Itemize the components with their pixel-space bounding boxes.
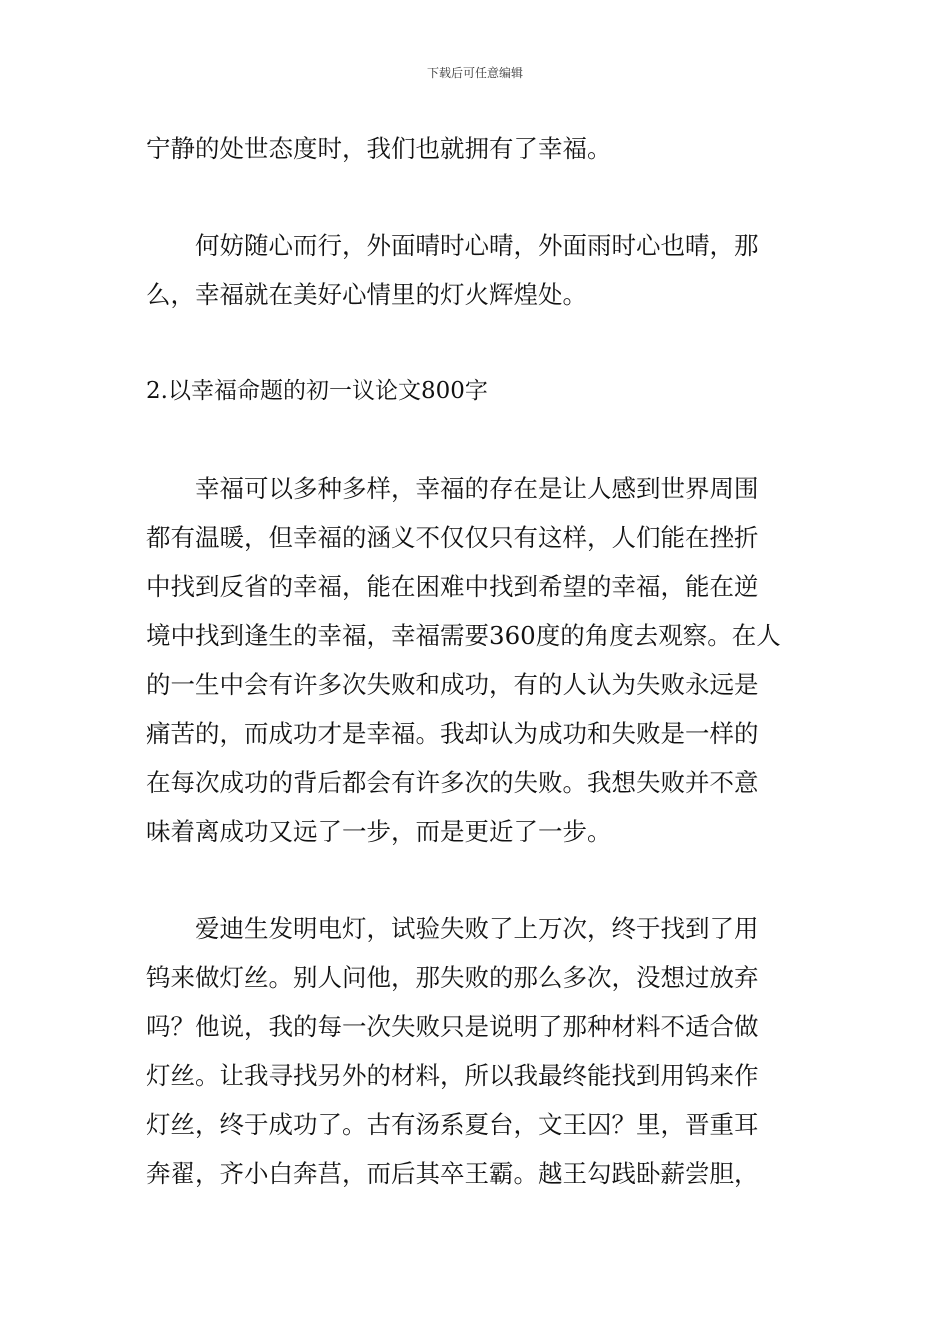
text-line: 钨来做灯丝。别人问他，那失败的那么多次，没想过放弃 (146, 963, 759, 992)
text-line: 爱迪生发明电灯，试验失败了上万次，终于找到了用 (195, 914, 759, 943)
text-line: 奔翟，齐小白奔莒，而后其卒王霸。越王勾践卧薪尝胆， (146, 1159, 759, 1188)
text-line: 灯丝。让我寻找另外的材料，所以我最终能找到用钨来作 (146, 1061, 759, 1090)
paragraph-3 (146, 464, 812, 856)
paragraph-gap (146, 319, 812, 367)
paragraph-2 (146, 221, 812, 319)
text-line: 何妨随心而行，外面晴时心晴，外面雨时心也晴，那 (195, 231, 759, 260)
document-body (146, 124, 812, 1198)
text-line: 么，幸福就在美好心情里的灯火辉煌处。 (146, 280, 587, 309)
paragraph-gap (146, 856, 812, 904)
text-line: 在每次成功的背后都会有许多次的失败。我想失败并不意 (146, 768, 759, 797)
text-line: 痛苦的，而成功才是幸福。我却认为成功和失败是一样的 (146, 719, 759, 748)
text-line: 味着离成功又远了一步，而是更近了一步。 (146, 817, 612, 846)
page-header: 下载后可任意编辑 (426, 66, 523, 80)
paragraph-1 (146, 124, 812, 173)
text-line: 幸福可以多种多样，幸福的存在是让人感到世界周围 (195, 474, 759, 503)
text-line: 宁静的处世态度时，我们也就拥有了幸福。 (146, 134, 612, 163)
text-line: 中找到反省的幸福，能在困难中找到希望的幸福，能在逆 (146, 572, 759, 601)
text-line: 灯丝，终于成功了。古有汤系夏台，文王囚？里，晋重耳 (146, 1110, 759, 1139)
section-heading: 2.以幸福命题的初一议论文800字 (146, 378, 488, 404)
paragraph-gap (146, 416, 812, 464)
paragraph-gap (146, 173, 812, 221)
text-line: 吗？他说，我的每一次失败只是说明了那种材料不适合做 (146, 1012, 759, 1041)
paragraph-4 (146, 904, 812, 1198)
text-line: 都有温暖，但幸福的涵义不仅仅只有这样，人们能在挫折 (146, 523, 759, 552)
text-line: 的一生中会有许多次失败和成功，有的人认为失败永远是 (146, 670, 759, 699)
text-line: 境中找到逢生的幸福，幸福需要360度的角度去观察。在人 (146, 621, 781, 650)
